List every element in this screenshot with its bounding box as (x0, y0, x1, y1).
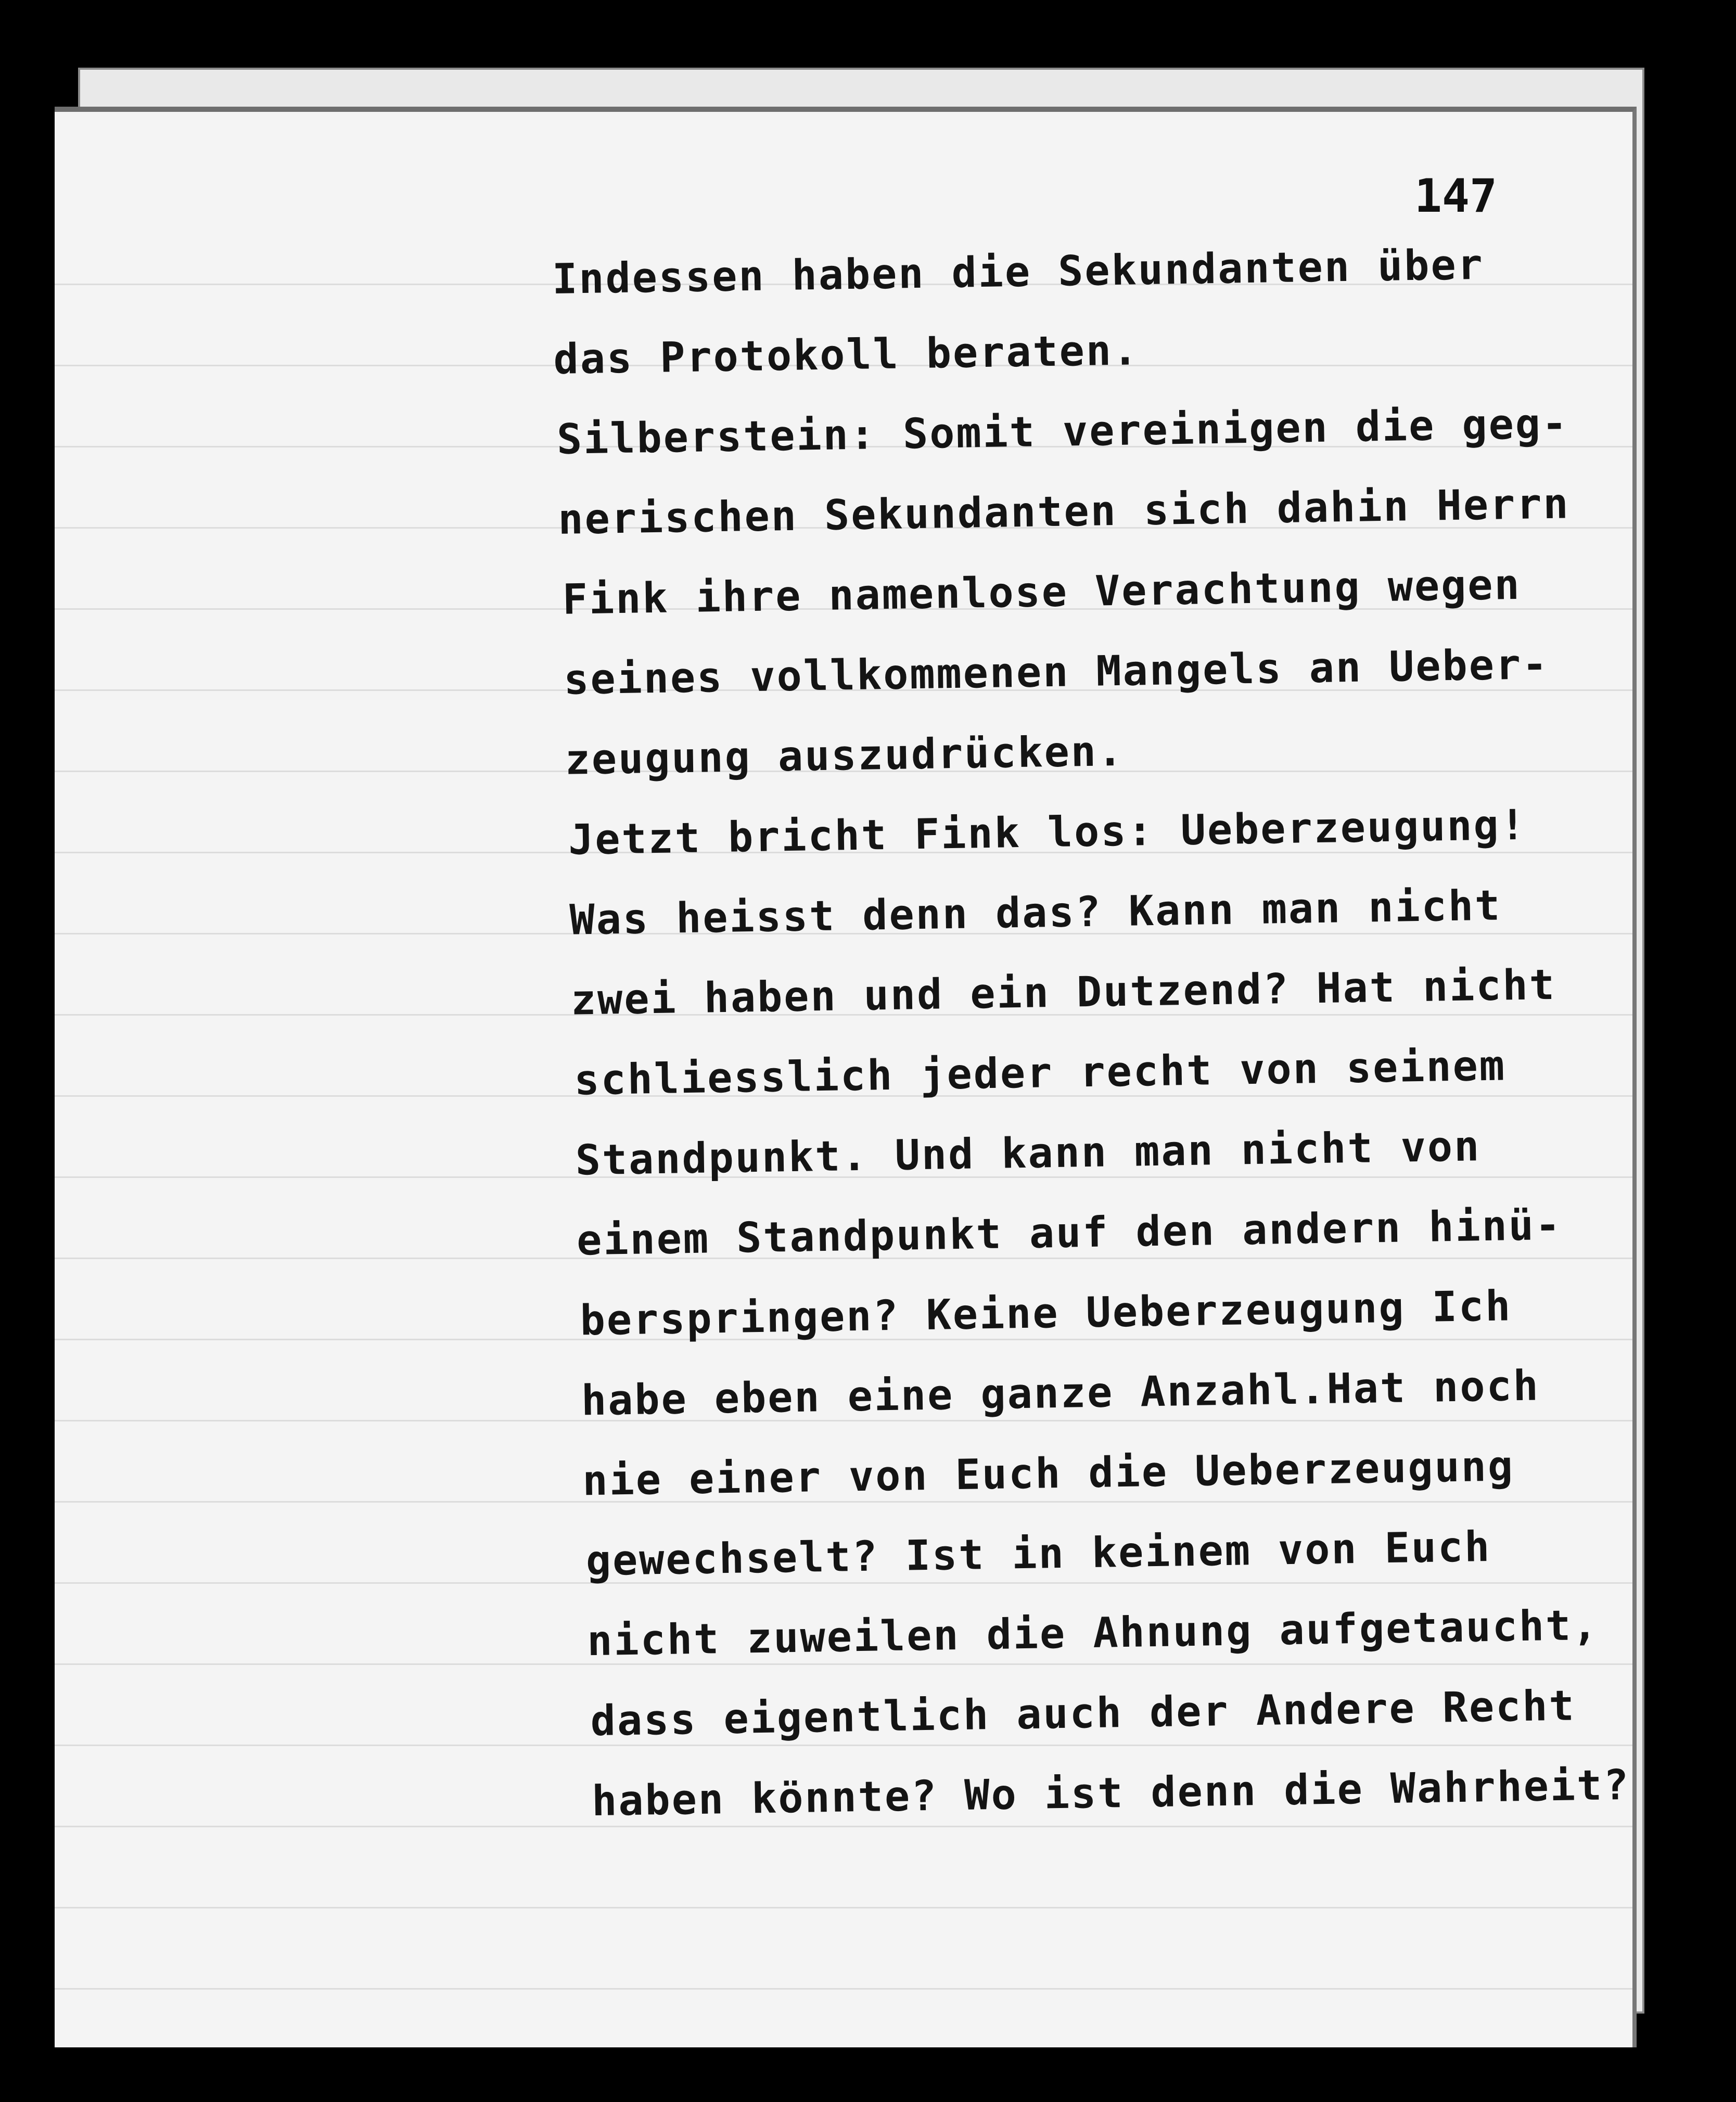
ruled-line (55, 1988, 1632, 1990)
text-line: einem Standpunkt auf den andern hinü- (576, 1200, 1562, 1265)
text-line: Standpunkt. Und kann man nicht von (575, 1122, 1481, 1185)
text-line: seines vollkommenen Mangels an Ueber- (563, 640, 1549, 704)
text-line: nie einer von Euch die Ueberzeugung (582, 1442, 1515, 1505)
text-line: zwei haben und ein Dutzend? Hat nicht (570, 960, 1556, 1024)
page-number: 147 (1414, 169, 1497, 223)
text-line: haben könnte? Wo ist denn die Wahrheit? (591, 1760, 1631, 1826)
text-line: nicht zuweilen die Ahnung aufgetaucht, (586, 1600, 1600, 1665)
ruled-line (55, 1907, 1632, 1908)
typewritten-text (552, 222, 1637, 1841)
text-line: dass eigentlich auch der Andere Recht (590, 1681, 1576, 1746)
text-line: gewechselt? Ist in keinem von Euch (585, 1522, 1491, 1585)
text-line: Silberstein: Somit vereinigen die geg- (556, 399, 1569, 464)
text-line: berspringen? Keine Ueberzeugung Ich (579, 1281, 1512, 1345)
text-line: habe eben eine ganze Anzahl.Hat noch (581, 1361, 1540, 1425)
text-line: schliesslich jeder recht von seinem (573, 1041, 1507, 1105)
text-line: Fink ihre namenlose Verachtung wegen (562, 560, 1522, 624)
text-line: zeugung auszudrücken. (564, 726, 1125, 784)
text-line: das Protokoll beraten. (553, 326, 1140, 383)
text-line: nerischen Sekundanten sich dahin Herrn (557, 479, 1571, 544)
typewritten-page (55, 107, 1637, 2047)
text-line: Indessen haben die Sekundanten über (552, 240, 1485, 303)
text-line: Was heisst denn das? Kann man nicht (569, 881, 1502, 944)
text-line: Jetzt bricht Fink los: Ueberzeugung! (568, 800, 1527, 864)
